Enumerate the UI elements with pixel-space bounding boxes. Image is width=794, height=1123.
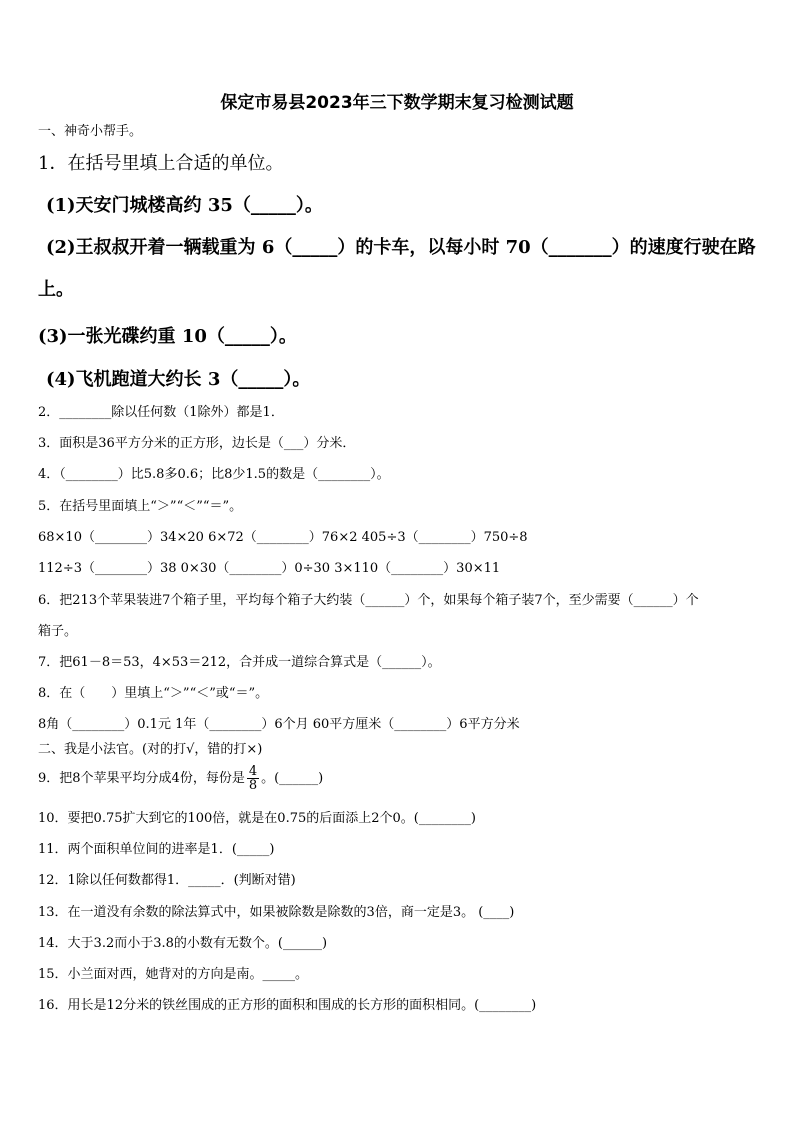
question-5-row-2: 112÷3（________）38 0×30（________）0÷30 3×110（________）30×11 bbox=[38, 561, 501, 576]
question-15: 15．小兰面对西，她背对的方向是南。_____。 bbox=[38, 967, 309, 982]
question-13: 13．在一道没有余数的除法算式中，如果被除数是除数的3倍，商一定是3。 (____) bbox=[38, 905, 515, 920]
question-16: 16．用长是12分米的铁丝围成的正方形的面积和围成的长方形的面积相同。(________) bbox=[38, 998, 537, 1013]
question-1-part-3: (3)一张光碟约重 10（_____）。 bbox=[38, 326, 297, 347]
question-1-part-1: (1)天安门城楼高约 35（_____）。 bbox=[46, 195, 323, 216]
question-1-part-2-line-1: (2)王叔叔开着一辆载重为 6（_____）的卡车，以每小时 70（_______）的速度行驶在路 bbox=[46, 237, 756, 258]
question-9 bbox=[38, 761, 323, 797]
question-5-row-1: 68×10（________）34×20 6×72（________）76×2 405÷3（________）750÷8 bbox=[38, 530, 528, 545]
question-6-line-2: 箱子。 bbox=[38, 624, 78, 639]
question-1-part-4: (4)飞机跑道大约长 3（_____）。 bbox=[46, 369, 311, 390]
question-14: 14．大于3.2而小于3.8的小数有无数个。(______) bbox=[38, 936, 328, 951]
question-7: 7．把61－8＝53，4×53＝212，合并成一道综合算式是（______）。 bbox=[38, 655, 441, 670]
section-1-heading: 一、神奇小帮手。 bbox=[38, 124, 143, 139]
question-11: 11．两个面积单位间的进率是1．(_____) bbox=[38, 842, 275, 857]
fraction bbox=[247, 765, 259, 792]
question-10: 10．要把0.75扩大到它的100倍，就是在0.75的后面添上2个0。(________) bbox=[38, 811, 476, 826]
question-1-stem: 1．在括号里填上合适的单位。 bbox=[38, 153, 284, 174]
question-1-part-2-line-2: 上。 bbox=[38, 279, 74, 300]
question-12: 12．1除以任何数都得1．_____．(判断对错) bbox=[38, 873, 296, 888]
question-5-stem: 5．在括号里面填上“＞”“＜”“＝”。 bbox=[38, 499, 243, 514]
fraction-numerator: 4 bbox=[248, 764, 258, 779]
page-title: 保定市易县2023年三下数学期末复习检测试题 bbox=[220, 93, 574, 113]
question-9-blank: 。(______) bbox=[261, 771, 324, 786]
question-6-line-1: 6．把213个苹果装进7个箱子里，平均每个箱子大约装（______）个，如果每个箱子装7个，至少需要（______）个 bbox=[38, 593, 699, 608]
question-9-text: 9．把8个苹果平均分成4份，每份是 bbox=[38, 771, 245, 786]
section-2-heading: 二、我是小法官。(对的打√，错的打×) bbox=[38, 742, 263, 757]
question-8-stem: 8．在（ ）里填上“＞”“＜”或“＝”。 bbox=[38, 686, 269, 701]
question-8-row: 8角（________）0.1元 1年（________）6个月 60平方厘米（________）6平方分米 bbox=[38, 717, 520, 732]
question-3: 3．面积是36平方分米的正方形，边长是（___）分米． bbox=[38, 436, 356, 451]
question-4: 4．（________）比5.8多0.6；比8少1.5的数是（________）。 bbox=[38, 467, 390, 482]
fraction-denominator: 8 bbox=[248, 778, 258, 793]
question-2: 2．________除以任何数（1除外）都是1． bbox=[38, 405, 284, 420]
